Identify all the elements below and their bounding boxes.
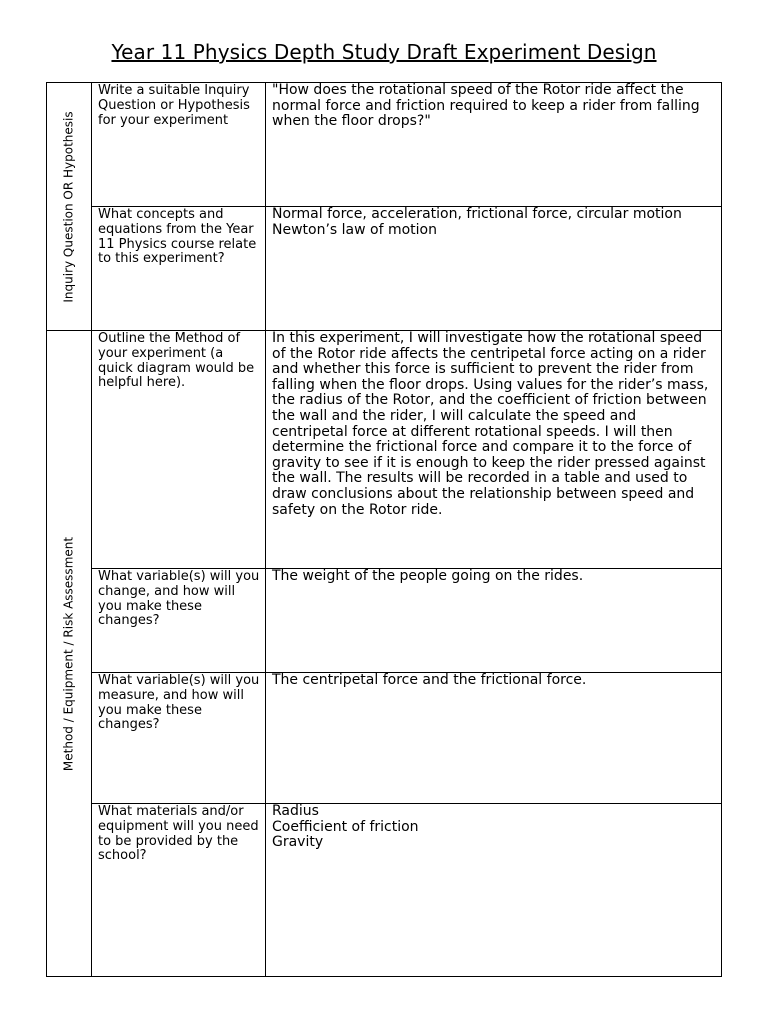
answer-line: Normal force, acceleration, frictional force, circular motion (272, 206, 682, 222)
question-cell (92, 673, 266, 804)
section-label: Inquiry Question OR Hypothesis (61, 110, 76, 303)
answer-cell[interactable] (266, 804, 722, 977)
table-row (47, 207, 722, 331)
table-row (47, 804, 722, 977)
document-title: Year 11 Physics Depth Study Draft Experiment Design (111, 40, 657, 64)
answer-cell[interactable] (266, 83, 722, 207)
question-text: What variable(s) will you change, and how will you make these changes? (98, 569, 260, 629)
section-label: Method / Equipment / Risk Assessment (61, 536, 76, 771)
section-method (47, 331, 92, 977)
answer-cell[interactable] (266, 569, 722, 673)
answer-cell[interactable] (266, 673, 722, 804)
answer-text: In this experiment, I will investigate how the rotational speed of the Rotor ride affects the centripetal force acting on a rider and whether this force is sufficient to prevent the rider from falling when the floor drops. Using values for the rider’s mass, the radius of the Rotor, and the coefficient of friction between the wall and the rider, I will calculate the speed and centripetal force at different rotational speeds. I will then determine the frictional force and compare it to the force of gravity to see if it is enough to keep the rider pressed against the wall. The results will be recorded in a table and used to draw conclusions about the relationship between speed and safety on the Rotor ride. (272, 330, 709, 518)
answer-line: Newton’s law of motion (272, 221, 437, 238)
table-row (47, 331, 722, 569)
experiment-design-table (46, 82, 722, 977)
question-cell (92, 804, 266, 977)
question-text: What materials and/or equipment will you need to be provided by the school? (98, 804, 259, 864)
question-cell (92, 83, 266, 207)
answer-text: The centripetal force and the frictional force. (272, 672, 587, 688)
answer-cell[interactable] (266, 331, 722, 569)
question-text: Outline the Method of your experiment (a quick diagram would be helpful here). (98, 331, 255, 391)
answer-line: Coefficient of friction (272, 818, 419, 835)
question-cell (92, 331, 266, 569)
answer-line: Gravity (272, 834, 324, 851)
question-cell (92, 207, 266, 331)
section-inquiry (47, 83, 92, 331)
answer-cell[interactable] (266, 207, 722, 331)
answer-text: "How does the rotational speed of the Rotor ride affect the normal force and friction required to keep a rider from falling when the floor drops?" (272, 82, 700, 130)
answer-line: Radius (272, 803, 319, 819)
question-text: What variable(s) will you measure, and how will you make these changes? (98, 673, 260, 733)
question-text: Write a suitable Inquiry Question or Hypothesis for your experiment (98, 83, 250, 128)
table-row (47, 569, 722, 673)
question-cell (92, 569, 266, 673)
question-text: What concepts and equations from the Year 11 Physics course relate to this experiment? (98, 207, 257, 267)
table-row (47, 83, 722, 207)
answer-text: The weight of the people going on the rides. (272, 568, 584, 584)
table-row (47, 673, 722, 804)
